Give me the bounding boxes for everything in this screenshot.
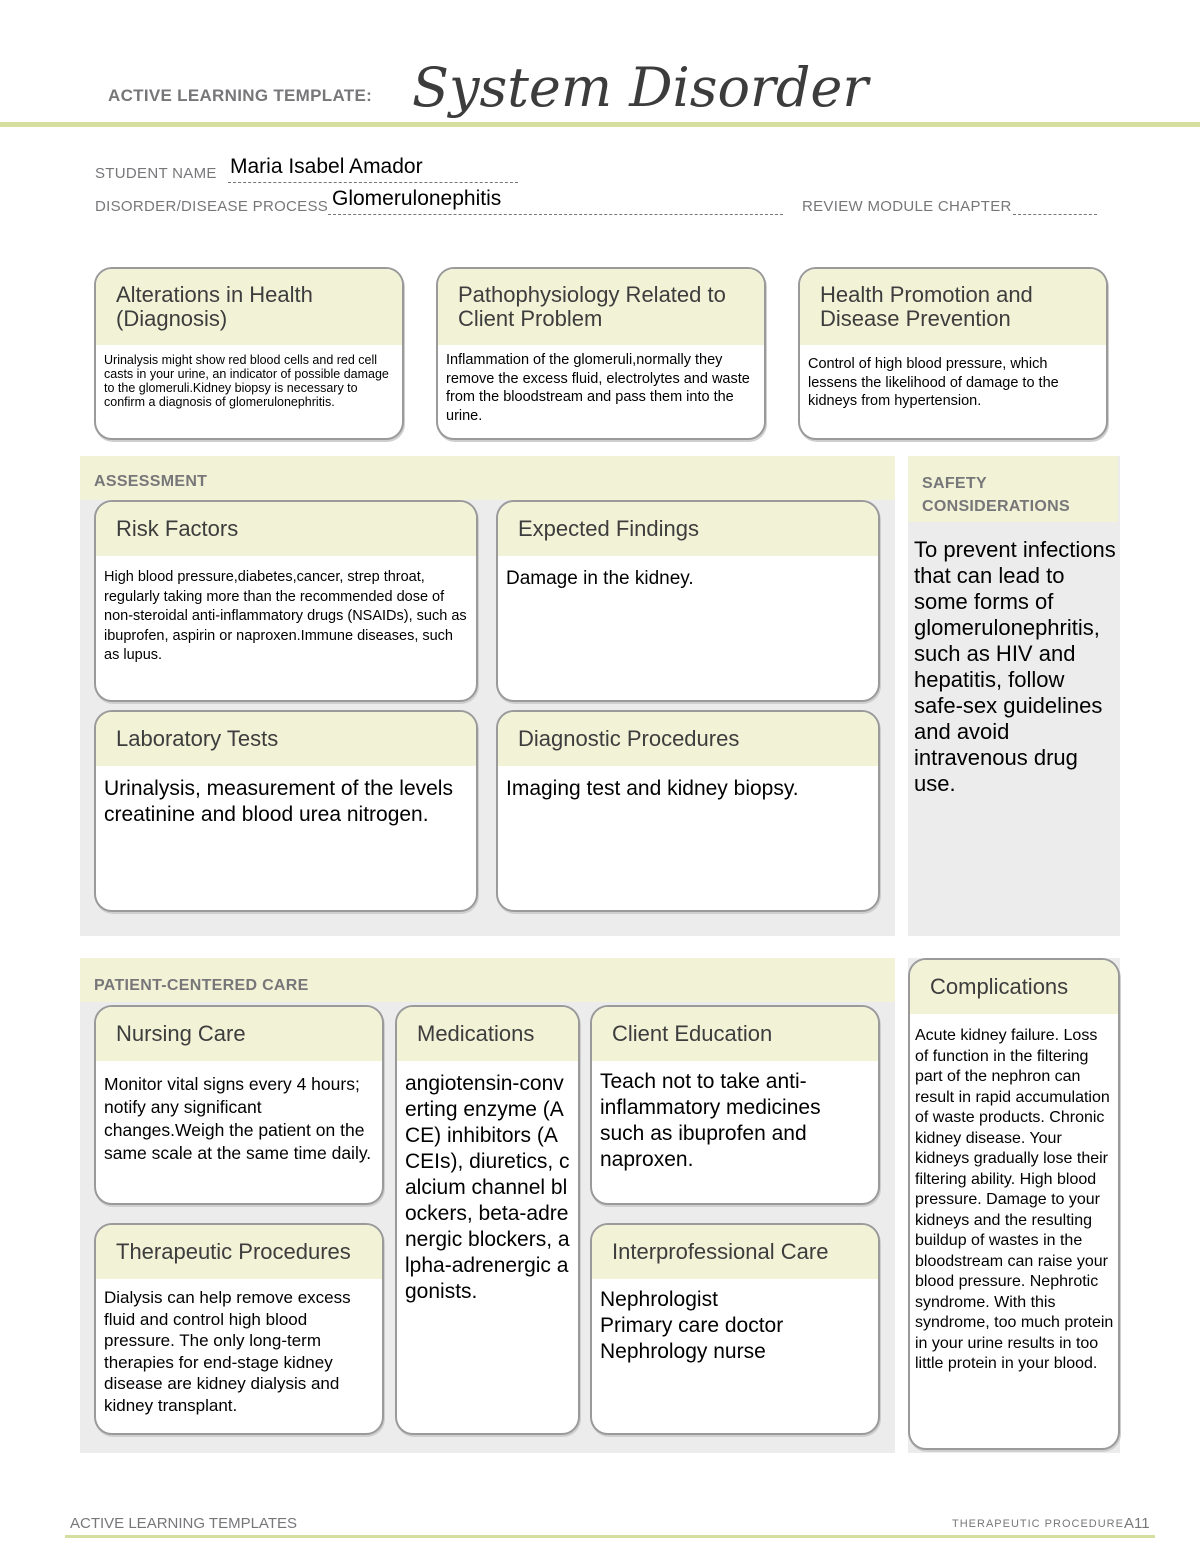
- therapeutic-procedures-box: [94, 1223, 384, 1435]
- pathophysiology-title: Pathophysiology Related to Client Problem: [438, 269, 764, 345]
- alterations-text[interactable]: Urinalysis might show red blood cells and red cell casts in your urine, an indicator of possible damage to the glomeruli.Kidney biopsy is necessary to confirm a diagnosis of glomerulonephritis.: [104, 353, 389, 409]
- complications-text[interactable]: Acute kidney failure. Loss of function in the filtering part of the nephron can result in rapid accumulation of waste products. Chronic kidney disease. Your kidneys gradually lose their filtering ability. High blood pressure. Damage to your kidneys and the resulting buildup of wastes in the bloodstream can raise your blood pressure. Nephrotic syndrome. With this syndrome, too much protein in your urine results in too little protein in your blood.: [915, 1027, 1114, 1372]
- review-module-field[interactable]: [1013, 214, 1097, 215]
- medications-box: [395, 1005, 580, 1435]
- footer-page-number: A11: [1124, 1515, 1150, 1532]
- disorder-line: [328, 214, 783, 215]
- laboratory-tests-title: Laboratory Tests: [96, 712, 476, 766]
- risk-factors-text[interactable]: High blood pressure,diabetes,cancer, strep throat, regularly taking more than the recommended dose of non-steroidal anti-inflammatory drugs (NSAIDs), such as ibuprofen, aspirin or naproxen.Immune diseases, such as lupus.: [104, 569, 467, 663]
- pathophysiology-box: [436, 267, 766, 440]
- disorder-field[interactable]: Glomerulonephitis: [332, 187, 502, 210]
- client-education-text[interactable]: Teach not to take anti-inflammatory medicines such as ibuprofen and naproxen.: [600, 1070, 821, 1171]
- disorder-label: DISORDER/DISEASE PROCESS: [95, 198, 329, 215]
- complications-title: Complications: [910, 960, 1118, 1014]
- expected-findings-title: Expected Findings: [498, 502, 878, 556]
- student-name-label: STUDENT NAME: [95, 165, 217, 182]
- footer-left: ACTIVE LEARNING TEMPLATES: [70, 1515, 297, 1532]
- medications-title: Medications: [397, 1007, 578, 1061]
- expected-findings-text[interactable]: Damage in the kidney.: [506, 568, 694, 589]
- medications-text[interactable]: angiotensin-converting enzyme (ACE) inhibitors (ACEIs), diuretics, calcium channel blockers, beta-adrenergic blockers, alpha-adrenergic agonists.: [405, 1072, 570, 1303]
- header-rule: [0, 122, 1200, 127]
- client-education-box: [590, 1005, 880, 1205]
- pathophysiology-text[interactable]: Inflammation of the glomeruli,normally they remove the excess fluid, electrolytes and waste from the bloodstream and pass them into the urine.: [446, 352, 750, 424]
- health-promotion-text[interactable]: Control of high blood pressure, which lessens the likelihood of damage to the kidneys from hypertension.: [808, 356, 1059, 409]
- therapeutic-procedures-text[interactable]: Dialysis can help remove excess fluid and control high blood pressure. The only long-term therapies for end-stage kidney disease are kidney dialysis and kidney transplant.: [104, 1288, 351, 1415]
- expected-findings-box: [496, 500, 880, 702]
- patient-care-label: PATIENT-CENTERED CARE: [94, 977, 309, 994]
- diagnostic-procedures-box: [496, 710, 880, 912]
- footer-rule: [65, 1535, 1155, 1538]
- diagnostic-procedures-title: Diagnostic Procedures: [498, 712, 878, 766]
- complications-box: [908, 958, 1120, 1450]
- risk-factors-title: Risk Factors: [96, 502, 476, 556]
- assessment-label: ASSESSMENT: [94, 473, 208, 490]
- page-title: System Disorder: [412, 56, 869, 119]
- laboratory-tests-box: [94, 710, 478, 912]
- interprofessional-care-title: Interprofessional Care: [592, 1225, 878, 1279]
- alterations-title: Alterations in Health (Diagnosis): [96, 269, 402, 345]
- therapeutic-procedures-title: Therapeutic Procedures: [96, 1225, 382, 1279]
- interprofessional-care-box: [590, 1223, 880, 1435]
- safety-label: SAFETY CONSIDERATIONS: [922, 475, 1070, 515]
- alterations-box: [94, 267, 404, 440]
- health-promotion-box: [798, 267, 1108, 440]
- risk-factors-box: [94, 500, 478, 702]
- student-name-field[interactable]: Maria Isabel Amador: [230, 155, 423, 178]
- nursing-care-box: [94, 1005, 384, 1205]
- student-name-line: [228, 182, 518, 183]
- client-education-title: Client Education: [592, 1007, 878, 1061]
- template-prefix: ACTIVE LEARNING TEMPLATE:: [108, 86, 373, 105]
- diagnostic-procedures-text[interactable]: Imaging test and kidney biopsy.: [506, 777, 799, 800]
- laboratory-tests-text[interactable]: Urinalysis, measurement of the levels creatinine and blood urea nitrogen.: [104, 777, 453, 826]
- nursing-care-title: Nursing Care: [96, 1007, 382, 1061]
- health-promotion-title: Health Promotion and Disease Prevention: [800, 269, 1106, 345]
- review-module-label: REVIEW MODULE CHAPTER: [802, 198, 1012, 215]
- footer-section: THERAPEUTIC PROCEDURE: [952, 1518, 1124, 1530]
- nursing-care-text[interactable]: Monitor vital signs every 4 hours; notify any significant changes.Weigh the patient on the same scale at the same time daily.: [104, 1074, 372, 1163]
- safety-text[interactable]: To prevent infections that can lead to some forms of glomerulonephritis, such as HIV and hepatitis, follow safe-sex guidelines and avoid intravenous drug use.: [914, 537, 1116, 796]
- interprofessional-care-text[interactable]: Nephrologist Primary care doctor Nephrology nurse: [600, 1288, 784, 1363]
